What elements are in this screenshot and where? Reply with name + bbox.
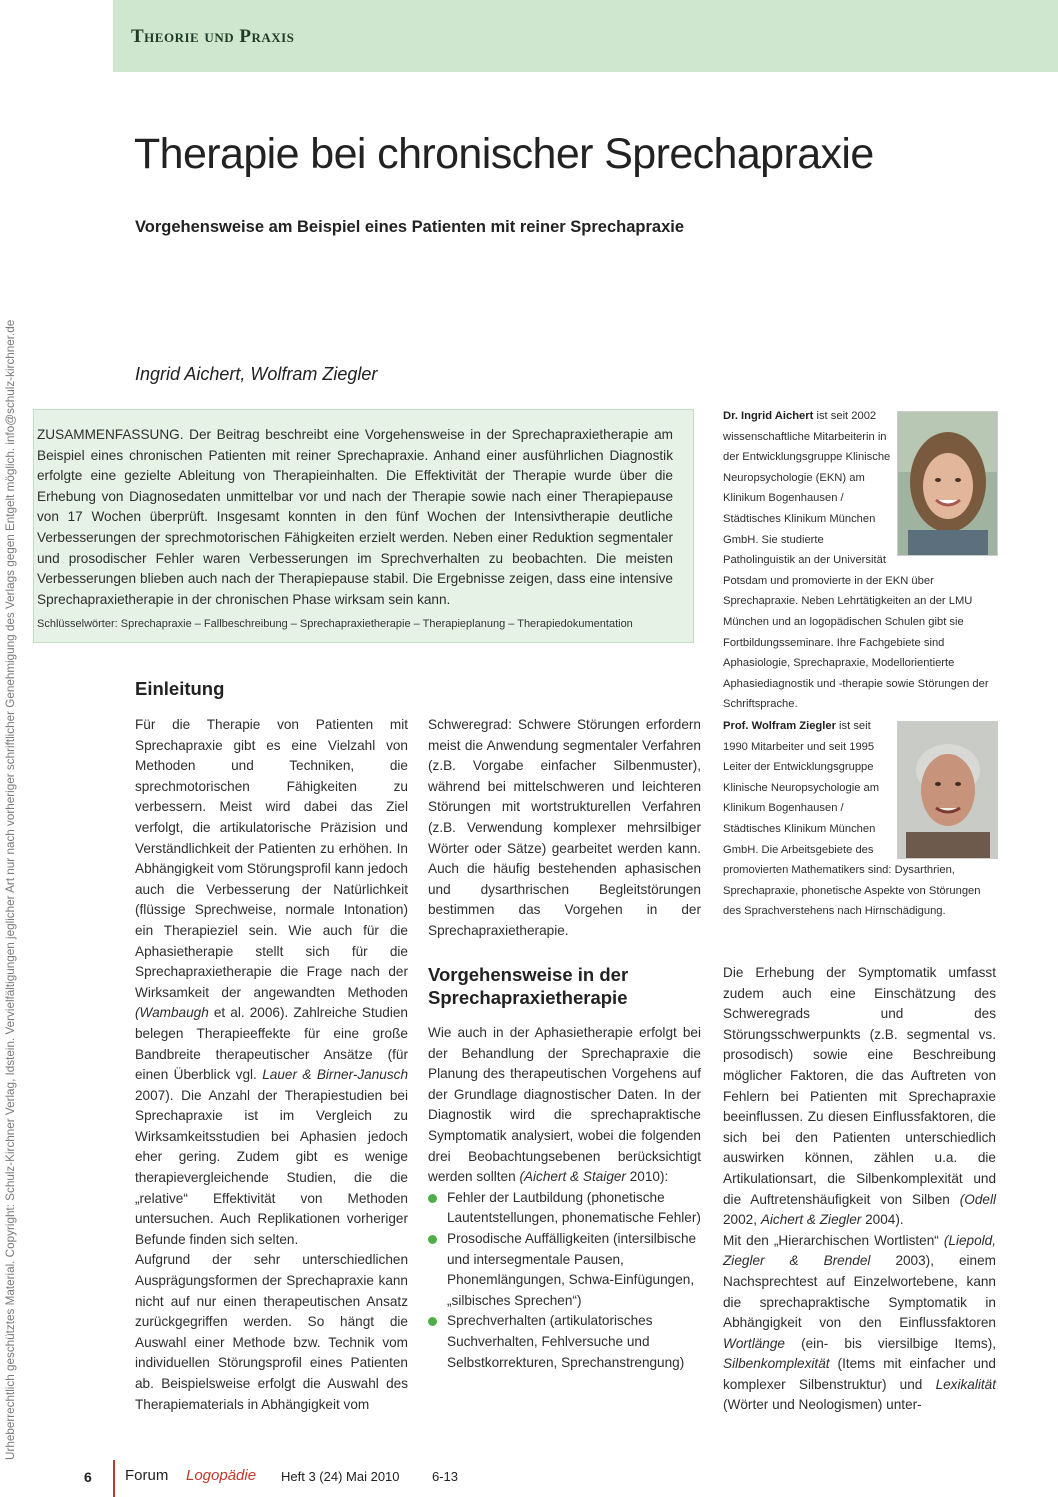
article-subtitle: Vorgehensweise am Beispiel eines Patienten mit reiner Sprechapraxie: [135, 218, 685, 236]
col3-p2-a: Mit den „Hierarchischen Wortlisten“: [723, 1232, 939, 1248]
bullet-icon: [428, 1317, 437, 1326]
list-item: [428, 1188, 701, 1229]
col3-p1-text: Die Erhebung der Symptomatik umfasst zudem auch eine Einschätzung des Schweregrads und des Störungsschwerpunkts (z.B. segmental vs. prosodisch) sowie eine Beschreibung möglicher Faktoren, die das Auftreten von Fehlern bei Patienten mit Sprechapraxie beeinflussen. Zu diesen Einflussfaktoren, die sich bei den Patienten unterschiedlich auswirken können, zählen u.a. die Artikulationsart, die Silbenkomplexität und die Auftretenshäufigkeit von Silben: [723, 965, 996, 1207]
article-title: Therapie bei chronischer Sprechapraxie: [134, 130, 874, 178]
section-label: Theorie und Praxis: [131, 26, 295, 47]
col1-p1-end: 2007). Die Anzahl der Therapiestudien bei Sprechapraxie ist im Vergleich zu Wirksamkeitsstudien bei Aphasien jedoch eher gering. Zudem gibt es wenige therapievergleichende Studien, die die „relative“ Effektivität von Methoden untersuchen. Auch Replikationen vorheriger Befunde finden sich selten.: [135, 1087, 408, 1247]
author-bio-ziegler: [723, 716, 993, 922]
column-2-bottom: [428, 1023, 701, 1373]
col2-paragraph-2: [428, 1023, 701, 1188]
col3-p2-b: 2003), einem Nachsprechtest auf Einzelwortebene, kann die sprechapraktische Symptomatik in Abhängigkeit von den Einflussfaktoren: [723, 1253, 996, 1331]
list-item-text: Sprechverhalten (artikulatorisches Suchverhalten, Fehlversuche und Selbstkorrekturen, Sprechanstrengung): [447, 1313, 685, 1370]
column-2-top: [428, 715, 701, 942]
list-item-text: Prosodische Auffälligkeiten (intersilbische und intersegmentale Pausen, Phonemlängungen, Schwa-Einfügungen, „silbisches Sprechen“): [447, 1230, 697, 1308]
citation-aichert-staiger: (Aichert & Staiger: [519, 1169, 626, 1185]
term-silbenkomplexitaet: Silbenkomplexität: [723, 1356, 830, 1372]
footer-journal-logo: Logopädie: [186, 1467, 257, 1484]
col3-p1-mid: 2002,: [723, 1212, 758, 1228]
col3-p2-c: (ein- bis viersilbige Items),: [801, 1335, 996, 1351]
photo-spacer: [893, 406, 993, 554]
article-authors: Ingrid Aichert, Wolfram Ziegler: [135, 364, 378, 384]
col3-p1-end: 2004).: [865, 1212, 904, 1228]
col3-paragraph-2: [723, 1231, 996, 1416]
footer-page-range: 6-13: [432, 1469, 459, 1484]
col1-p1-mid: et al. 2006). Zahlreiche Studien belegen Therapieeffekte für eine große Bandbreite therapeutischer Ansätze (für einen Überblick vgl.: [135, 1005, 408, 1083]
col3-p2-d: (Items mit einfacher und komplexer Silbenstruktur) und: [723, 1356, 996, 1392]
bullet-icon: [428, 1235, 437, 1244]
citation-odell: (Odell: [959, 1191, 996, 1207]
col2-paragraph-1: Schweregrad: Schwere Störungen erfordern meist die Anwendung segmentaler Verfahren (z.B. Vorgabe einfacher Silbenmuster), während bei mittelschweren und leichteren Störungen mit wortstrukturellen Verfahren (z.B. Verwendung komplexer mehrsilbiger Wörter oder Sätze) gearbeitet werden kann. Auch die häufig bestehenden aphasischen und dysarthrischen Begleitstörungen bestimmen das Vorgehen in der Sprechapraxietherapie.: [428, 717, 701, 938]
list-item-text: Fehler der Lautbildung (phonetische Lautentstellungen, phonematische Fehler): [447, 1189, 701, 1226]
term-wortlaenge: Wortlänge: [723, 1335, 785, 1351]
list-item: [428, 1311, 701, 1373]
author-bio-aichert: [723, 406, 993, 715]
footer-journal-name: Forum: [125, 1467, 169, 1484]
col2-p2-text: Wie auch in der Aphasietherapie erfolgt bei der Behandlung der Sprechapraxie die Planung des therapeutischen Vorgehens auf der Grundlage diagnostischer Daten. In der Diagnostik wird die sprechapraktische Symptomatik analysiert, wobei die folgenden drei Beobachtungsebenen berücksichtigt werden sollten: [428, 1025, 701, 1185]
heading-vorgehensweise: Vorgehensweise in der Sprechapraxietherapie: [428, 964, 629, 1008]
bullet-icon: [428, 1194, 437, 1203]
citation-lauer: Lauer & Birner-Janusch: [262, 1067, 409, 1083]
col1-paragraph-1: [135, 715, 408, 1250]
footer-issue: Heft 3 (24) Mai 2010: [281, 1469, 400, 1484]
col2-p2-end: 2010):: [629, 1169, 669, 1185]
page-number: 6: [84, 1469, 92, 1485]
footer-divider: [113, 1460, 115, 1497]
term-lexikalitaet: Lexikalität: [935, 1376, 997, 1392]
bio-name-aichert: Dr. Ingrid Aichert: [723, 410, 814, 422]
abstract-text: ZUSAMMENFASSUNG. Der Beitrag beschreibt eine Vorgehensweise in der Sprechapraxietherapie am Beispiel eines chronischen Patienten mit reiner Sprechapraxie. Anhand einer ausführlichen Diagnostik erfolgte eine gezielte Ableitung von Therapieinhalten. Die Effektivität der Therapie wurde über die Erhebung von Diagnosedaten unmittelbar vor und nach der Therapie sowie nach einer Therapiepause von 17 Wochen überprüft. Insgesamt konnten in den fünf Wochen der Intensivtherapie deutliche Verbesserungen der sprechmotorischen Fähigkeiten erzielt werden. Neben einer Reduktion segmentaler und prosodischer Fehler waren Verbesserungen im Sprechverhalten zu beobachten. Die meisten Verbesserungen blieben auch nach der Therapiepause stabil. Die Ergebnisse zeigen, dass eine intensive Sprechapraxietherapie in der chronischen Phase wirksam sein kann.: [37, 427, 673, 607]
photo-spacer: [893, 716, 993, 860]
bio-text-aichert: ist seit 2002 wissenschaftliche Mitarbeiterin in der Entwicklungsgruppe Klinische Neuropsychologie (EKN) am Klinikum Bogenhausen / Städtisches Klinikum München GmbH. Sie studierte Patholinguistik an der Universität Potsdam und promovierte in der EKN über Sprechapraxie. Neben Lehrtätigkeiten an der LMU München und an logopädischen Schulen gibt sie Fortbildungsseminare. Ihre Fachgebiete sind Aphasiologie, Sprechapraxie, Modellorientierte Aphasiediagnostik und -therapie sowie Störungen der Schriftsprache.: [723, 410, 989, 711]
citation-wambaugh: (Wambaugh: [135, 1005, 209, 1021]
col3-paragraph-1: [723, 963, 996, 1231]
citation-liepold: (Liepold, Ziegler & Brendel: [723, 1232, 997, 1269]
col3-p2-e: (Wörter und Neologismen) unter-: [723, 1397, 922, 1413]
citation-aichert-ziegler: Aichert & Ziegler: [760, 1212, 862, 1228]
observation-levels-list: [428, 1188, 701, 1373]
side-copyright-notice: Urheberrechtlich geschütztes Material. Copyright: Schulz-Kirchner Verlag, Idstein. Vervielfältigungen jeglicher Art nur nach vorheriger schriftlicher Genehmigung des Verlags gegen Entgelt möglich. info@schulz-kirchner.de: [4, 319, 17, 1460]
bio-name-ziegler: Prof. Wolfram Ziegler: [723, 720, 836, 732]
col1-paragraph-2: Aufgrund der sehr unterschiedlichen Ausprägungsformen der Sprechapraxie kann nicht auf nur einen therapeutischen Ansatz zurückgegriffen werden. So hängt die Auswahl einer Methode bzw. Technik vom individuellen Störungsprofil eines Patienten ab. Beispielsweise erfolgt die Auswahl des Therapiematerials in Abhängigkeit vom: [135, 1252, 408, 1412]
heading-einleitung: Einleitung: [135, 678, 225, 699]
column-3: [723, 963, 996, 1416]
list-item: [428, 1229, 701, 1311]
keywords: Schlüsselwörter: Sprechapraxie – Fallbeschreibung – Sprechapraxietherapie – Therapieplanung – Therapiedokumentation: [37, 618, 633, 630]
bio-text-ziegler: ist seit 1990 Mitarbeiter und seit 1995 Leiter der Entwicklungsgruppe Klinische Neuropsychologie am Klinikum Bogenhausen / Städtisches Klinikum München GmbH. Die Arbeitsgebiete des promovierten Mathematikers sind: Dysarthrien, Sprechapraxie, phonetische Aspekte von Störungen des Sprachverstehens nach Hirnschädigung.: [723, 720, 981, 918]
col1-p1-text: Für die Therapie von Patienten mit Sprechapraxie gibt es eine Vielzahl von Methoden und Techniken, die sprechmotorischen Fähigkeiten zu verbessern. Meist wird dabei das Ziel verfolgt, die artikulatorische Präzision und Verständlichkeit der Patienten zu erhöhen. In Abhängigkeit vom Störungsprofil kann jedoch auch die Verbesserung der Natürlichkeit (flüssige Sprechweise, normale Intonation) ein Therapieziel sein. Wie auch für die Aphasietherapie stellt sich für die Sprechapraxietherapie die Frage nach der Wirksamkeit der angewandten Methoden: [135, 717, 408, 1000]
column-1: [135, 715, 408, 1415]
